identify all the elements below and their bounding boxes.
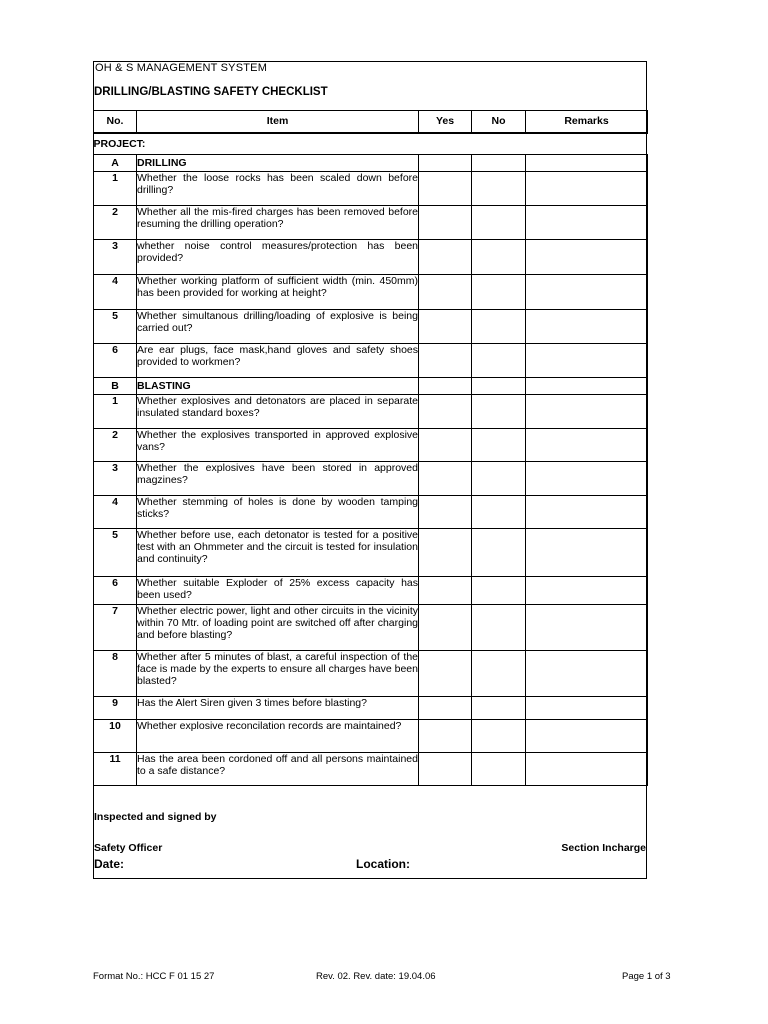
no-cell[interactable] <box>472 529 526 577</box>
item-text: Whether explosives and detonators are placed in separate insulated standard boxes? <box>137 395 419 429</box>
no-cell[interactable] <box>472 378 526 395</box>
item-number: 2 <box>94 206 137 240</box>
remarks-cell[interactable] <box>526 720 648 753</box>
item-text: Has the Alert Siren given 3 times before blasting? <box>137 697 419 720</box>
yes-cell[interactable] <box>419 155 472 172</box>
col-header-remarks: Remarks <box>526 111 648 133</box>
remarks-cell[interactable] <box>526 529 648 577</box>
yes-cell[interactable] <box>419 240 472 275</box>
item-text: Whether after 5 minutes of blast, a careful inspection of the face is made by the experts to ensure all charges have been blasted? <box>137 651 419 697</box>
col-header-no-answer: No <box>472 111 526 133</box>
table-row <box>94 275 648 310</box>
yes-cell[interactable] <box>419 529 472 577</box>
item-number: 7 <box>94 605 137 651</box>
no-cell[interactable] <box>472 429 526 462</box>
remarks-cell[interactable] <box>526 155 648 172</box>
section-name: DRILLING <box>137 155 419 172</box>
item-number: 2 <box>94 429 137 462</box>
yes-cell[interactable] <box>419 172 472 206</box>
remarks-cell[interactable] <box>526 462 648 496</box>
remarks-cell[interactable] <box>526 378 648 395</box>
item-text: Whether simultanous drilling/loading of explosive is being carried out? <box>137 310 419 344</box>
no-cell[interactable] <box>472 577 526 605</box>
section-incharge-label: Section Incharge <box>561 842 646 854</box>
item-number: 4 <box>94 275 137 310</box>
no-cell[interactable] <box>472 310 526 344</box>
remarks-cell[interactable] <box>526 697 648 720</box>
item-number: 1 <box>94 395 137 429</box>
yes-cell[interactable] <box>419 496 472 529</box>
yes-cell[interactable] <box>419 462 472 496</box>
item-number: 10 <box>94 720 137 753</box>
remarks-cell[interactable] <box>526 206 648 240</box>
item-number: 3 <box>94 462 137 496</box>
no-cell[interactable] <box>472 605 526 651</box>
checklist-title: DRILLING/BLASTING SAFETY CHECKLIST <box>94 86 328 98</box>
remarks-cell[interactable] <box>526 310 648 344</box>
item-number: 11 <box>94 753 137 786</box>
section-code: B <box>94 378 137 395</box>
remarks-cell[interactable] <box>526 651 648 697</box>
section-name: BLASTING <box>137 378 419 395</box>
col-header-no: No. <box>94 111 137 133</box>
item-number: 6 <box>94 577 137 605</box>
remarks-cell[interactable] <box>526 753 648 786</box>
table-row <box>94 172 648 206</box>
item-number: 5 <box>94 529 137 577</box>
item-text: Whether electric power, light and other circuits in the vicinity within 70 Mtr. of loading point are switched off after charging and before blasting? <box>137 605 419 651</box>
table-row <box>94 462 648 496</box>
management-system-label: OH & S MANAGEMENT SYSTEM <box>95 62 268 74</box>
table-row <box>94 344 648 378</box>
table-row <box>94 605 648 651</box>
no-cell[interactable] <box>472 275 526 310</box>
item-text: Whether all the mis-fired charges has been removed before resuming the drilling operation? <box>137 206 419 240</box>
item-text: Whether before use, each detonator is tested for a positive test with an Ohmmeter and the circuit is tested for insulation and continuity? <box>137 529 419 577</box>
item-text: Whether stemming of holes is done by wooden tamping sticks? <box>137 496 419 529</box>
table-row <box>94 651 648 697</box>
checklist-sheet <box>93 61 647 879</box>
remarks-cell[interactable] <box>526 496 648 529</box>
item-number: 5 <box>94 310 137 344</box>
date-location-row <box>94 857 646 871</box>
table-row <box>94 697 648 720</box>
table-row <box>94 429 648 462</box>
no-cell[interactable] <box>472 172 526 206</box>
table-row <box>94 496 648 529</box>
item-text: Whether the loose rocks has been scaled down before drilling? <box>137 172 419 206</box>
item-number: 6 <box>94 344 137 378</box>
table-row <box>94 395 648 429</box>
yes-cell[interactable] <box>419 753 472 786</box>
section-row-a <box>94 155 648 172</box>
yes-cell[interactable] <box>419 310 472 344</box>
section-row-b <box>94 378 648 395</box>
no-cell[interactable] <box>472 395 526 429</box>
yes-cell[interactable] <box>419 720 472 753</box>
signoff-row <box>94 842 646 854</box>
location-label: Location: <box>356 857 410 871</box>
remarks-cell[interactable] <box>526 240 648 275</box>
yes-cell[interactable] <box>419 697 472 720</box>
safety-officer-label: Safety Officer <box>94 842 163 854</box>
remarks-cell[interactable] <box>526 605 648 651</box>
no-cell[interactable] <box>472 753 526 786</box>
yes-cell[interactable] <box>419 344 472 378</box>
yes-cell[interactable] <box>419 429 472 462</box>
item-text: Whether working platform of sufficient width (min. 450mm) has been provided for working at height? <box>137 275 419 310</box>
yes-cell[interactable] <box>419 378 472 395</box>
yes-cell[interactable] <box>419 275 472 310</box>
remarks-cell[interactable] <box>526 172 648 206</box>
no-cell[interactable] <box>472 496 526 529</box>
revision-info: Rev. 02. Rev. date: 19.04.06 <box>316 971 436 982</box>
item-number: 9 <box>94 697 137 720</box>
item-text: Whether the explosives have been stored in approved magzines? <box>137 462 419 496</box>
table-row <box>94 577 648 605</box>
format-number: Format No.: HCC F 01 15 27 <box>93 971 215 982</box>
no-cell[interactable] <box>472 651 526 697</box>
no-cell[interactable] <box>472 240 526 275</box>
yes-cell[interactable] <box>419 651 472 697</box>
checklist-table <box>93 110 648 786</box>
no-cell[interactable] <box>472 697 526 720</box>
remarks-cell[interactable] <box>526 275 648 310</box>
remarks-cell[interactable] <box>526 344 648 378</box>
section-code: A <box>94 155 137 172</box>
inspected-label: Inspected and signed by <box>94 811 217 823</box>
no-cell[interactable] <box>472 206 526 240</box>
item-number: 1 <box>94 172 137 206</box>
table-row <box>94 720 648 753</box>
project-label: PROJECT: <box>94 133 648 155</box>
table-row <box>94 529 648 577</box>
col-header-yes: Yes <box>419 111 472 133</box>
no-cell[interactable] <box>472 462 526 496</box>
yes-cell[interactable] <box>419 206 472 240</box>
item-text: Whether suitable Exploder of 25% excess capacity has been used? <box>137 577 419 605</box>
table-row <box>94 310 648 344</box>
item-text: whether noise control measures/protection has been provided? <box>137 240 419 275</box>
table-header-row <box>94 111 648 133</box>
remarks-cell[interactable] <box>526 395 648 429</box>
item-text: Whether the explosives transported in approved explosive vans? <box>137 429 419 462</box>
item-text: Whether explosive reconcilation records are maintained? <box>137 720 419 753</box>
table-row <box>94 240 648 275</box>
no-cell[interactable] <box>472 344 526 378</box>
item-number: 4 <box>94 496 137 529</box>
remarks-cell[interactable] <box>526 577 648 605</box>
col-header-item: Item <box>137 111 419 133</box>
yes-cell[interactable] <box>419 395 472 429</box>
page-number: Page 1 of 3 <box>622 971 671 982</box>
item-text: Has the area been cordoned off and all persons maintained to a safe distance? <box>137 753 419 786</box>
no-cell[interactable] <box>472 720 526 753</box>
no-cell[interactable] <box>472 155 526 172</box>
table-row <box>94 206 648 240</box>
project-row <box>94 133 648 155</box>
item-text: Are ear plugs, face mask,hand gloves and safety shoes provided to workmen? <box>137 344 419 378</box>
item-number: 8 <box>94 651 137 697</box>
table-row <box>94 753 648 786</box>
remarks-cell[interactable] <box>526 429 648 462</box>
item-number: 3 <box>94 240 137 275</box>
date-label: Date: <box>94 857 125 871</box>
yes-cell[interactable] <box>419 577 472 605</box>
yes-cell[interactable] <box>419 605 472 651</box>
